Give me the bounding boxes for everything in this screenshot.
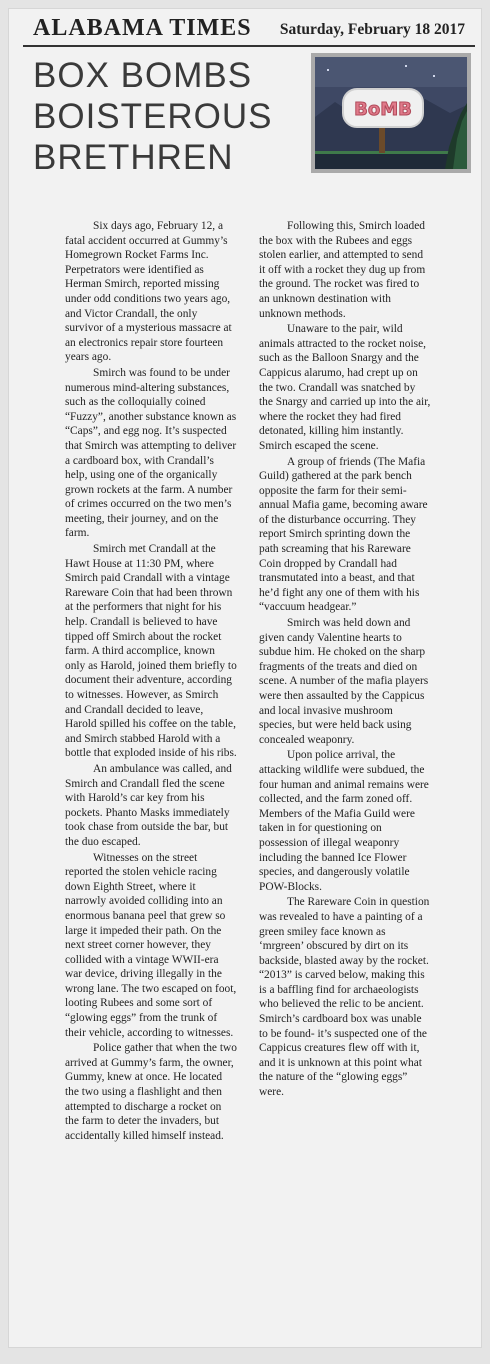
paragraph: The Rareware Coin in question was revealed to have a painting of a green smiley face known as ‘mrgreen’ obscured by dirt on its backside, blasted away by the rocket. “2013” is carved below, making this is a baffling find for archaeologists who believed the relic to be ancient. Smirch’s cardboard box was unable to be found- it’s suspected one of the Cappicus creatures flew off with it, and it is unknown at this point what the nature of the “glowing eggs” were. <box>259 896 430 1099</box>
paragraph: Witnesses on the street reported the stolen vehicle racing down Eighth Street, where it narrowly avoided colliding into an enormous banana peel that grew so large it impeded their path. On the next street corner however, they collided with a vintage WWII-era war device, driving illegally in the wrong lane. The two escaped on foot, looting Rubees and some sort of “glowing eggs” from the trunk of their vehicle, according to witnesses. <box>65 851 237 1039</box>
paragraph: Unaware to the pair, wild animals attracted to the rocket noise, such as the Balloon Snargy and the Cappicus alarumo, had crept up on the two. Crandall was snatched by the Snargy and carried up into the air, where the rocket they had fired detonated, killing him instantly. Smirch escaped the scene. <box>259 323 431 452</box>
issue-date: Saturday, February 18 2017 <box>279 21 465 38</box>
paragraph: Following this, Smirch loaded the box with the Rubees and eggs stolen earlier, and attempted to send it off with a rocket they dug up from the ground. The rocket was fired to an unknown destination with unknown methods. <box>259 220 426 320</box>
sign-text: BoMB <box>354 99 412 120</box>
masthead-rule <box>23 45 475 47</box>
article-column-right <box>259 219 431 1101</box>
bomb-sign-pixel-art <box>315 57 467 169</box>
paragraph: Smirch was found to be under numerous mind-altering substances, such as the colloquially coined “Fuzzy”, another substance known as “Caps”, and egg nog. It’s suspected that Smirch was attempting to deliver a cardboard box, with Crandall’s help, using one of the organically grown rockets at the farm. A number of crimes occurred on the two men’s meeting, their journey, and on the farm. <box>65 366 237 540</box>
paragraph: A group of friends (The Mafia Guild) gathered at the park bench opposite the farm for their semi-annual Mafia game, becoming aware of the disturbance occurring. They report Smirch sprinting down the path screaming that his Rareware Coin dropped by Crandall had transmutated into a beast, and that he’d fight any one of them with his “vaccuum headgear.” <box>259 455 428 614</box>
paragraph: An ambulance was called, and Smirch and Crandall fled the scene with Harold’s car key from his pockets. Phanto Masks immediately took chase from outside the bar, but the duo escaped. <box>65 762 232 848</box>
paragraph: Police gather that when the two arrived at Gummy’s farm, the owner, Gummy, knew at once. He located the two using a flashlight and then attempted to discharge a rocket on the farm to deter the invaders, but accidentally killed himself instead. <box>65 1042 237 1142</box>
paragraph: Six days ago, February 12, a fatal accident occurred at Gummy’s Homegrown Rocket Farms Inc. Perpetrators were identified as Herman Smirch, reported missing under odd conditions two years ago, and Victor Crandall, the only survivor of a mysterious massacre at an electronics repair store fourteen years ago. <box>65 220 232 364</box>
paragraph: Smirch met Crandall at the Hawt House at 11:30 PM, where Smirch paid Crandall with a vintage Rareware Coin that had been thrown at the performers that night for his help. Crandall is believed to have tipped off Smirch about the rocket farm. A third accomplice, known only as Harold, joined them briefly to document their adventure, according to witnesses. However, as Smirch and Crandall decided to leave, Harold spilled his coffee on the table, and Smirch stabbed Harold with a bottle that exploded inside of his ribs. <box>65 543 237 760</box>
paragraph: Upon police arrival, the attacking wildlife were subdued, the four human and animal remains were collected, and the farm zoned off. Members of the Mafia Guild were taken in for questioning on possession of illegal weaponry including the banned Ice Flower species, and dangerously volatile POW-Blocks. <box>259 749 429 893</box>
paper-name: ALABAMA TIMES <box>33 15 252 41</box>
paragraph: Smirch was held down and given candy Valentine hearts to subdue him. He choked on the sharp fragments of the treats and died on scene. A number of the mafia players were then assaulted by the Cappicus and local invasive mushroom species, but were held back using concealed weaponry. <box>259 617 429 746</box>
newspaper-page <box>8 8 482 1348</box>
article-photo <box>311 53 471 173</box>
headline-line-1: BOX BOMBS <box>33 56 253 95</box>
masthead <box>23 9 475 49</box>
headline <box>33 55 303 178</box>
headline-line-2: BOISTEROUS <box>33 97 273 136</box>
article-column-left <box>65 219 237 1144</box>
headline-line-3: BRETHREN <box>33 138 234 177</box>
